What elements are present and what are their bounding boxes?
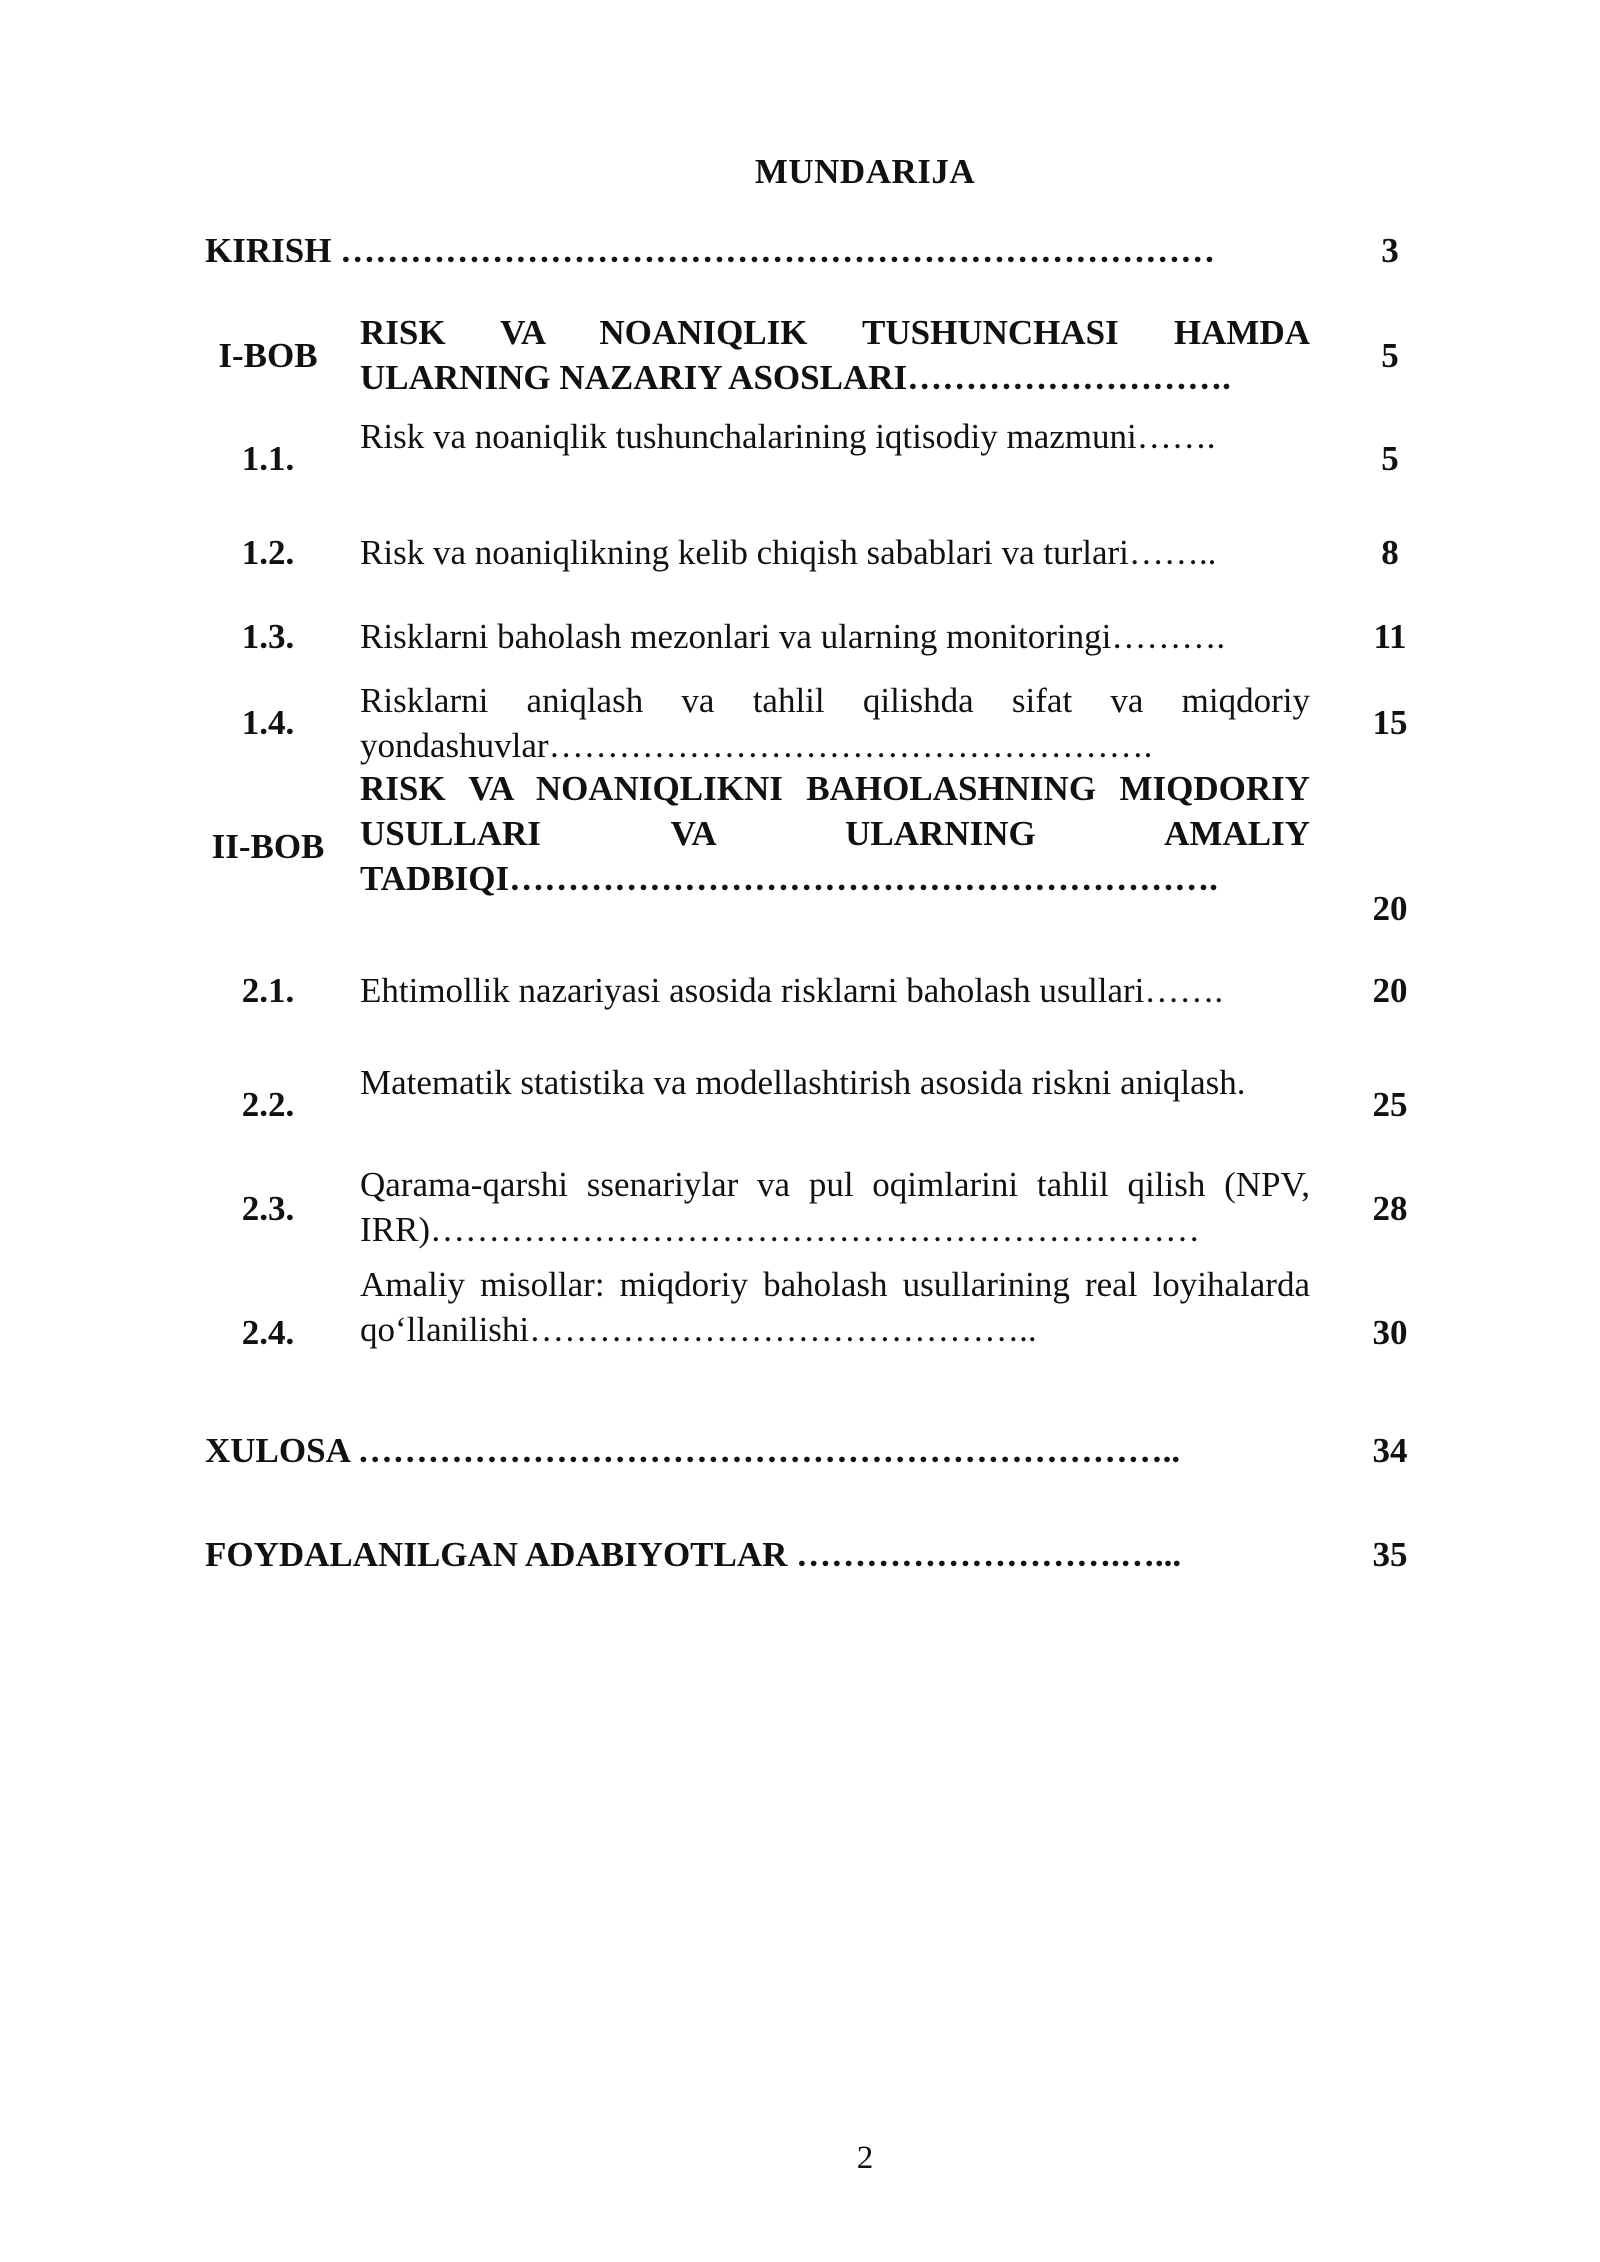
toc-entry-page: 20 — [1372, 889, 1408, 928]
toc-entry-number: 2.2. — [241, 1085, 295, 1124]
toc-entry-page: 28 — [1372, 1189, 1408, 1228]
toc-entry-number: 2.3. — [241, 1189, 295, 1228]
toc-entry-number: I-BOB — [218, 336, 318, 375]
toc-entry-number: 1.2. — [241, 533, 295, 572]
toc-entry-page: 5 — [1381, 336, 1399, 375]
page-title: MUNDARIJA — [754, 152, 976, 191]
toc-entry-title: Risk va noaniqlik tushunchalarining iqtisodiy mazmuni……. — [360, 417, 1216, 456]
toc-entry-number: 1.4. — [241, 703, 295, 742]
toc-entry-page: 15 — [1372, 703, 1408, 742]
toc-entry-number: 2.4. — [241, 1313, 295, 1352]
toc-entry-title: RISK VA NOANIQLIKNI BAHOLASHNING MIQDORIY USULLARI VA ULARNING AMALIY TADBIQI……………………………………………………. — [360, 769, 1310, 898]
toc-entry-title: FOYDALANILGAN ADABIYOTLAR ……………………….…... — [205, 1535, 1182, 1574]
toc-entry-title: Risklarni baholash mezonlari va ularning monitoringi………. — [360, 617, 1226, 656]
toc-entry-page: 5 — [1381, 439, 1399, 478]
toc-entry-number: 1.1. — [241, 439, 295, 478]
toc-entry-page: 35 — [1372, 1535, 1408, 1574]
page-number: 2 — [856, 2140, 874, 2176]
toc-entry-title: Ehtimollik nazariyasi asosida risklarni baholash usullari……. — [360, 971, 1224, 1010]
toc-entry-page: 34 — [1372, 1431, 1408, 1470]
toc-entry-title: XULOSA …………………………………………………………….. — [205, 1431, 1181, 1470]
toc-entry-number: 1.3. — [241, 617, 295, 656]
toc-entry-title: Amaliy misollar: miqdoriy baholash usullarining real loyihalarda qo‘llanilishi…………………………………….. — [360, 1265, 1310, 1349]
toc-entry-title: Risk va noaniqlikning kelib chiqish sabablari va turlari…….. — [360, 533, 1217, 572]
toc-entry-page: 11 — [1373, 617, 1407, 656]
toc-entry-title: KIRISH ………………………………………………………………… — [205, 231, 1216, 270]
toc-entry-page: 30 — [1372, 1313, 1408, 1352]
toc-entry-title: Qarama-qarshi ssenariylar va pul oqimlarini tahlil qilish (NPV, IRR)………………………………………………………… — [360, 1165, 1310, 1249]
toc-entry-page: 8 — [1381, 533, 1399, 572]
toc-entry-page: 3 — [1381, 231, 1399, 270]
toc-entry-page: 25 — [1372, 1085, 1408, 1124]
toc-entry-title: RISK VA NOANIQLIK TUSHUNCHASI HAMDA ULARNING NAZARIY ASOSLARI………………………. — [360, 313, 1310, 397]
toc-entry-number: II-BOB — [211, 827, 325, 866]
toc-entry-title: Matematik statistika va modellashtirish asosida riskni aniqlash. — [360, 1063, 1246, 1102]
toc-entry-number: 2.1. — [241, 971, 295, 1010]
toc-entry-title: Risklarni aniqlash va tahlil qilishda sifat va miqdoriy yondashuvlar……………………………………………. — [360, 681, 1310, 765]
toc-entry-page: 20 — [1372, 971, 1408, 1010]
